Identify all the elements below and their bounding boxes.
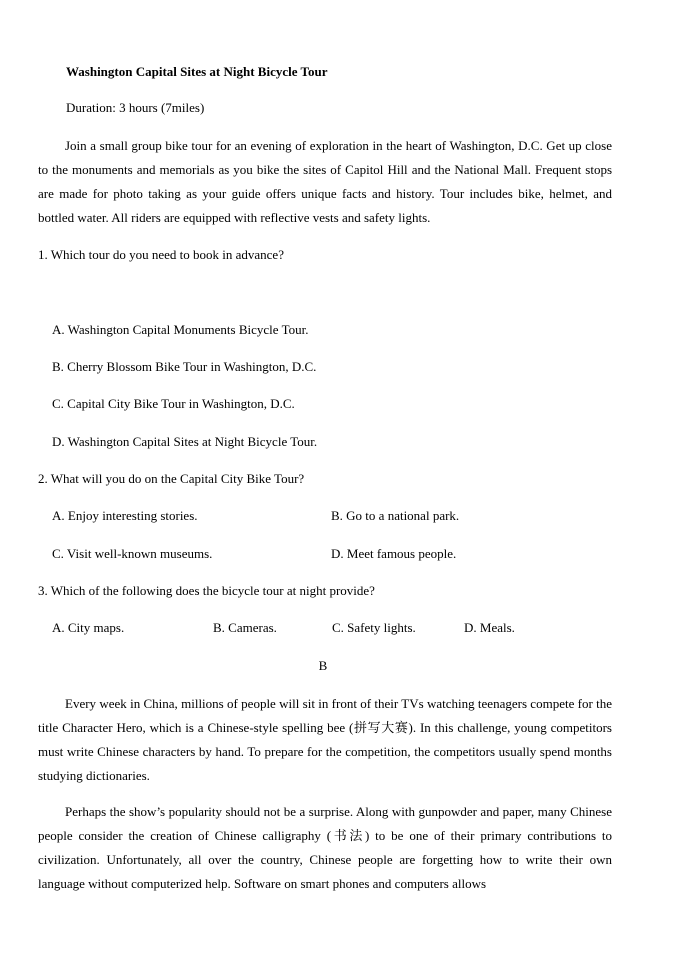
question-2-option-b: B. Go to a national park. — [331, 508, 460, 523]
tour-duration: Duration: 3 hours (7miles) — [66, 100, 205, 115]
question-3-option-a: A. City maps. — [52, 620, 125, 635]
question-2-option-c: C. Visit well-known museums. — [52, 546, 213, 561]
question-2-stem: 2. What will you do on the Capital City Bike Tour? — [38, 471, 305, 486]
section-b-paragraph-2: Perhaps the show’s popularity should not be a surprise. Along with gunpowder and paper, many Chinese people consider the creation of Chinese calligraphy (书法) to be one of their primary contributions to civilization. Unfortunately, all over the country, Chinese people are forgetting how to write their own language without computerized help. Software on smart phones and computers allows — [38, 804, 612, 891]
question-3-stem: 3. Which of the following does the bicycle tour at night provide? — [38, 583, 375, 598]
question-1-option-b: B. Cherry Blossom Bike Tour in Washington, D.C. — [52, 359, 317, 374]
question-1-stem: 1. Which tour do you need to book in advance? — [38, 247, 284, 262]
tour-description: Join a small group bike tour for an evening of exploration in the heart of Washington, D.C. Get up close to the monuments and memorials as you bike the sites of Capitol Hill and the National Mall. Frequent stops are made for photo taking as your guide offers unique facts and history. Tour includes bike, helmet, and bottled water. All riders are equipped with reflective vests and safety lights. — [38, 138, 612, 225]
section-b-paragraph-1: Every week in China, millions of people will sit in front of their TVs watching teenagers compete for the title Character Hero, which is a Chinese-style spelling bee (拼写大赛). In this challenge, young competitors must write Chinese characters by hand. To prepare for the competition, the competitors usually spend months studying dictionaries. — [38, 696, 612, 783]
section-b-label: B — [318, 658, 328, 673]
question-3-option-b: B. Cameras. — [213, 620, 277, 635]
passage-title: Washington Capital Sites at Night Bicycle Tour — [66, 64, 328, 79]
question-1-option-d: D. Washington Capital Sites at Night Bicycle Tour. — [52, 434, 318, 449]
question-3-option-d: D. Meals. — [464, 620, 515, 635]
question-1-option-a: A. Washington Capital Monuments Bicycle Tour. — [52, 322, 309, 337]
question-2-option-d: D. Meet famous people. — [331, 546, 457, 561]
question-2-option-a: A. Enjoy interesting stories. — [52, 508, 198, 523]
question-3-option-c: C. Safety lights. — [332, 620, 416, 635]
question-1-option-c: C. Capital City Bike Tour in Washington, D.C. — [52, 396, 295, 411]
